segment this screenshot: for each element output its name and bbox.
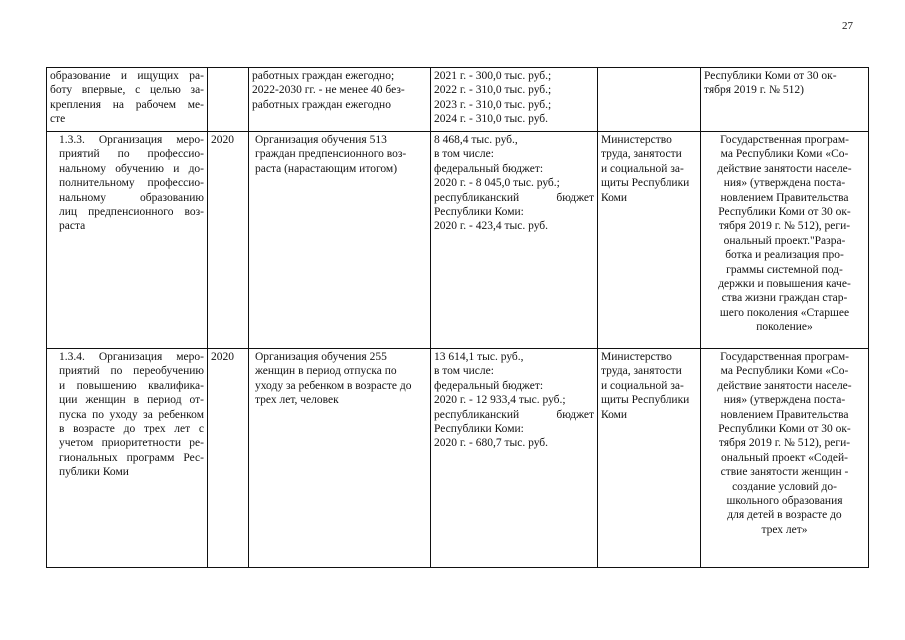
basis-line: трех лет» bbox=[761, 523, 808, 536]
executor-line: труда, занятости bbox=[601, 365, 682, 378]
basis-line: Республики Коми от 30 ок- bbox=[704, 70, 837, 82]
basis-line: новлением Правительства bbox=[720, 408, 849, 421]
year-cell: 2020 bbox=[208, 132, 249, 349]
funding-line: 2024 г. - 310,0 тыс. руб. bbox=[434, 113, 549, 126]
funding-line: 2020 г. - 680,7 тыс. руб. bbox=[434, 437, 549, 450]
measure-line: пуска по уходу за ребенком bbox=[59, 408, 204, 421]
basis-line: ствие занятости женщин - bbox=[720, 466, 849, 479]
table-row bbox=[47, 349, 869, 568]
indicator-cell bbox=[249, 349, 431, 568]
executor-line: щиты Республики bbox=[601, 394, 690, 407]
basis-line: действие занятости населе- bbox=[717, 162, 852, 175]
basis-line: тября 2019 г. № 512), реги- bbox=[718, 220, 851, 233]
basis-line: поколение» bbox=[756, 321, 813, 334]
funding-line: 2021 г. - 300,0 тыс. руб.; bbox=[434, 70, 552, 82]
basis-line: для детей в возрасте до bbox=[727, 509, 842, 522]
funding-line: в том числе: bbox=[434, 148, 494, 161]
basis-cell bbox=[701, 349, 869, 568]
funding-line: 2023 г. - 310,0 тыс. руб.; bbox=[434, 98, 552, 111]
indicator-line: раста (нарастающим итогом) bbox=[255, 162, 398, 175]
basis-line: Республики Коми от 30 ок- bbox=[718, 206, 851, 219]
executor-line: Коми bbox=[601, 191, 628, 204]
basis-line: школьного образования bbox=[726, 495, 843, 508]
measure-cell bbox=[47, 349, 208, 568]
basis-line: действие занятости населе- bbox=[717, 379, 852, 392]
program-measures-table bbox=[46, 67, 869, 568]
measure-line: нальному обучению и до- bbox=[59, 162, 204, 175]
measure-line: приятий по профессио- bbox=[59, 148, 204, 161]
executor-line: труда, занятости bbox=[601, 148, 682, 161]
basis-cell bbox=[701, 132, 869, 349]
basis-line: граммы системной под- bbox=[726, 263, 843, 276]
measure-line: лиц предпенсионного воз- bbox=[59, 206, 204, 219]
indicator-line: граждан предпенсионного воз- bbox=[255, 148, 407, 161]
indicator-cell bbox=[249, 68, 431, 132]
measure-line: 1.3.4. Организация меро- bbox=[59, 351, 204, 363]
indicator-line: Организация обучения 255 bbox=[255, 351, 387, 363]
basis-line: держки и повышения каче- bbox=[718, 278, 851, 291]
funding-line: федеральный бюджет: bbox=[434, 379, 544, 392]
basis-line: ональный проект «Содей- bbox=[720, 451, 849, 464]
basis-line: ства жизни граждан стар- bbox=[721, 292, 848, 305]
measure-line: учетом приоритетности ре- bbox=[59, 437, 204, 450]
funding-cell bbox=[431, 132, 598, 349]
measure-line: 1.3.3. Организация меро- bbox=[59, 134, 204, 146]
funding-cell bbox=[431, 349, 598, 568]
basis-line: Государственная програм- bbox=[720, 134, 849, 146]
executor-line: Министерство bbox=[601, 134, 672, 146]
basis-line: тября 2019 г. № 512) bbox=[704, 84, 804, 97]
measure-line: сте bbox=[50, 113, 66, 126]
basis-line: ма Республики Коми «Со- bbox=[720, 365, 849, 378]
basis-line: ния» (утверждена поста- bbox=[723, 177, 846, 190]
funding-line: 13 614,1 тыс. руб., bbox=[434, 351, 524, 363]
funding-line: республиканский бюджет bbox=[434, 408, 594, 421]
page-number: 27 bbox=[842, 20, 853, 32]
basis-cell bbox=[701, 68, 869, 132]
basis-line: ния» (утверждена поста- bbox=[723, 394, 846, 407]
basis-line: ональный проект."Разра- bbox=[723, 234, 846, 247]
table-row bbox=[47, 132, 869, 349]
indicator-line: 2022-2030 гг. - не менее 40 без- bbox=[252, 84, 405, 97]
measure-line: приятий по переобучению bbox=[59, 365, 204, 378]
funding-line: 2020 г. - 8 045,0 тыс. руб.; bbox=[434, 177, 560, 190]
measure-line: ции женщин в период от- bbox=[59, 394, 204, 407]
executor-cell bbox=[598, 68, 701, 132]
indicator-line: работных граждан ежегодно; bbox=[252, 70, 395, 82]
funding-line: 2020 г. - 423,4 тыс. руб. bbox=[434, 220, 549, 233]
year-cell bbox=[208, 68, 249, 132]
funding-line: 2020 г. - 12 933,4 тыс. руб.; bbox=[434, 394, 566, 407]
measure-line: раста bbox=[59, 220, 86, 233]
measure-line: крепления на рабочем ме- bbox=[50, 98, 204, 111]
executor-line: Коми bbox=[601, 408, 628, 421]
measure-line: нальному образованию bbox=[59, 191, 204, 204]
basis-line: тября 2019 г. № 512), реги- bbox=[718, 437, 851, 450]
basis-line: шего поколения «Старшее bbox=[719, 306, 850, 319]
year-cell: 2020 bbox=[208, 349, 249, 568]
funding-line: 2022 г. - 310,0 тыс. руб.; bbox=[434, 84, 552, 97]
basis-line: Государственная програм- bbox=[720, 351, 849, 363]
basis-line: создание условий до- bbox=[732, 480, 837, 493]
indicator-cell bbox=[249, 132, 431, 349]
basis-line: ботка и реализация про- bbox=[725, 249, 844, 262]
funding-cell bbox=[431, 68, 598, 132]
executor-line: и социальной за- bbox=[601, 379, 684, 392]
funding-line: 8 468,4 тыс. руб., bbox=[434, 134, 518, 146]
funding-line: федеральный бюджет: bbox=[434, 162, 544, 175]
executor-cell bbox=[598, 132, 701, 349]
measure-line: гиональных программ Рес- bbox=[59, 451, 204, 464]
basis-line: новлением Правительства bbox=[720, 191, 849, 204]
basis-line: ма Республики Коми «Со- bbox=[720, 148, 849, 161]
executor-line: и социальной за- bbox=[601, 162, 684, 175]
basis-line: Республики Коми от 30 ок- bbox=[718, 423, 851, 436]
indicator-line: уходу за ребенком в возрасте до bbox=[255, 379, 412, 392]
measure-line: в возрасте до трех лет с bbox=[59, 423, 204, 436]
indicator-line: работных граждан ежегодно bbox=[252, 98, 391, 111]
funding-line: республиканский бюджет bbox=[434, 191, 594, 204]
measure-line: и повышению квалифика- bbox=[59, 379, 204, 392]
measure-line: образование и ищущих ра- bbox=[50, 70, 204, 82]
indicator-line: Организация обучения 513 bbox=[255, 134, 387, 146]
executor-cell bbox=[598, 349, 701, 568]
funding-line: в том числе: bbox=[434, 365, 494, 378]
measure-line: полнительному профессио- bbox=[59, 177, 204, 190]
indicator-line: трех лет, человек bbox=[255, 394, 339, 407]
measure-cell bbox=[47, 132, 208, 349]
executor-line: щиты Республики bbox=[601, 177, 690, 190]
measure-line: боту впервые, с целью за- bbox=[50, 84, 204, 97]
measure-line: публики Коми bbox=[59, 466, 129, 479]
funding-line: Республики Коми: bbox=[434, 206, 524, 219]
executor-line: Министерство bbox=[601, 351, 672, 363]
indicator-line: женщин в период отпуска по bbox=[255, 365, 397, 378]
measure-cell bbox=[47, 68, 208, 132]
table-row bbox=[47, 68, 869, 132]
funding-line: Республики Коми: bbox=[434, 423, 524, 436]
